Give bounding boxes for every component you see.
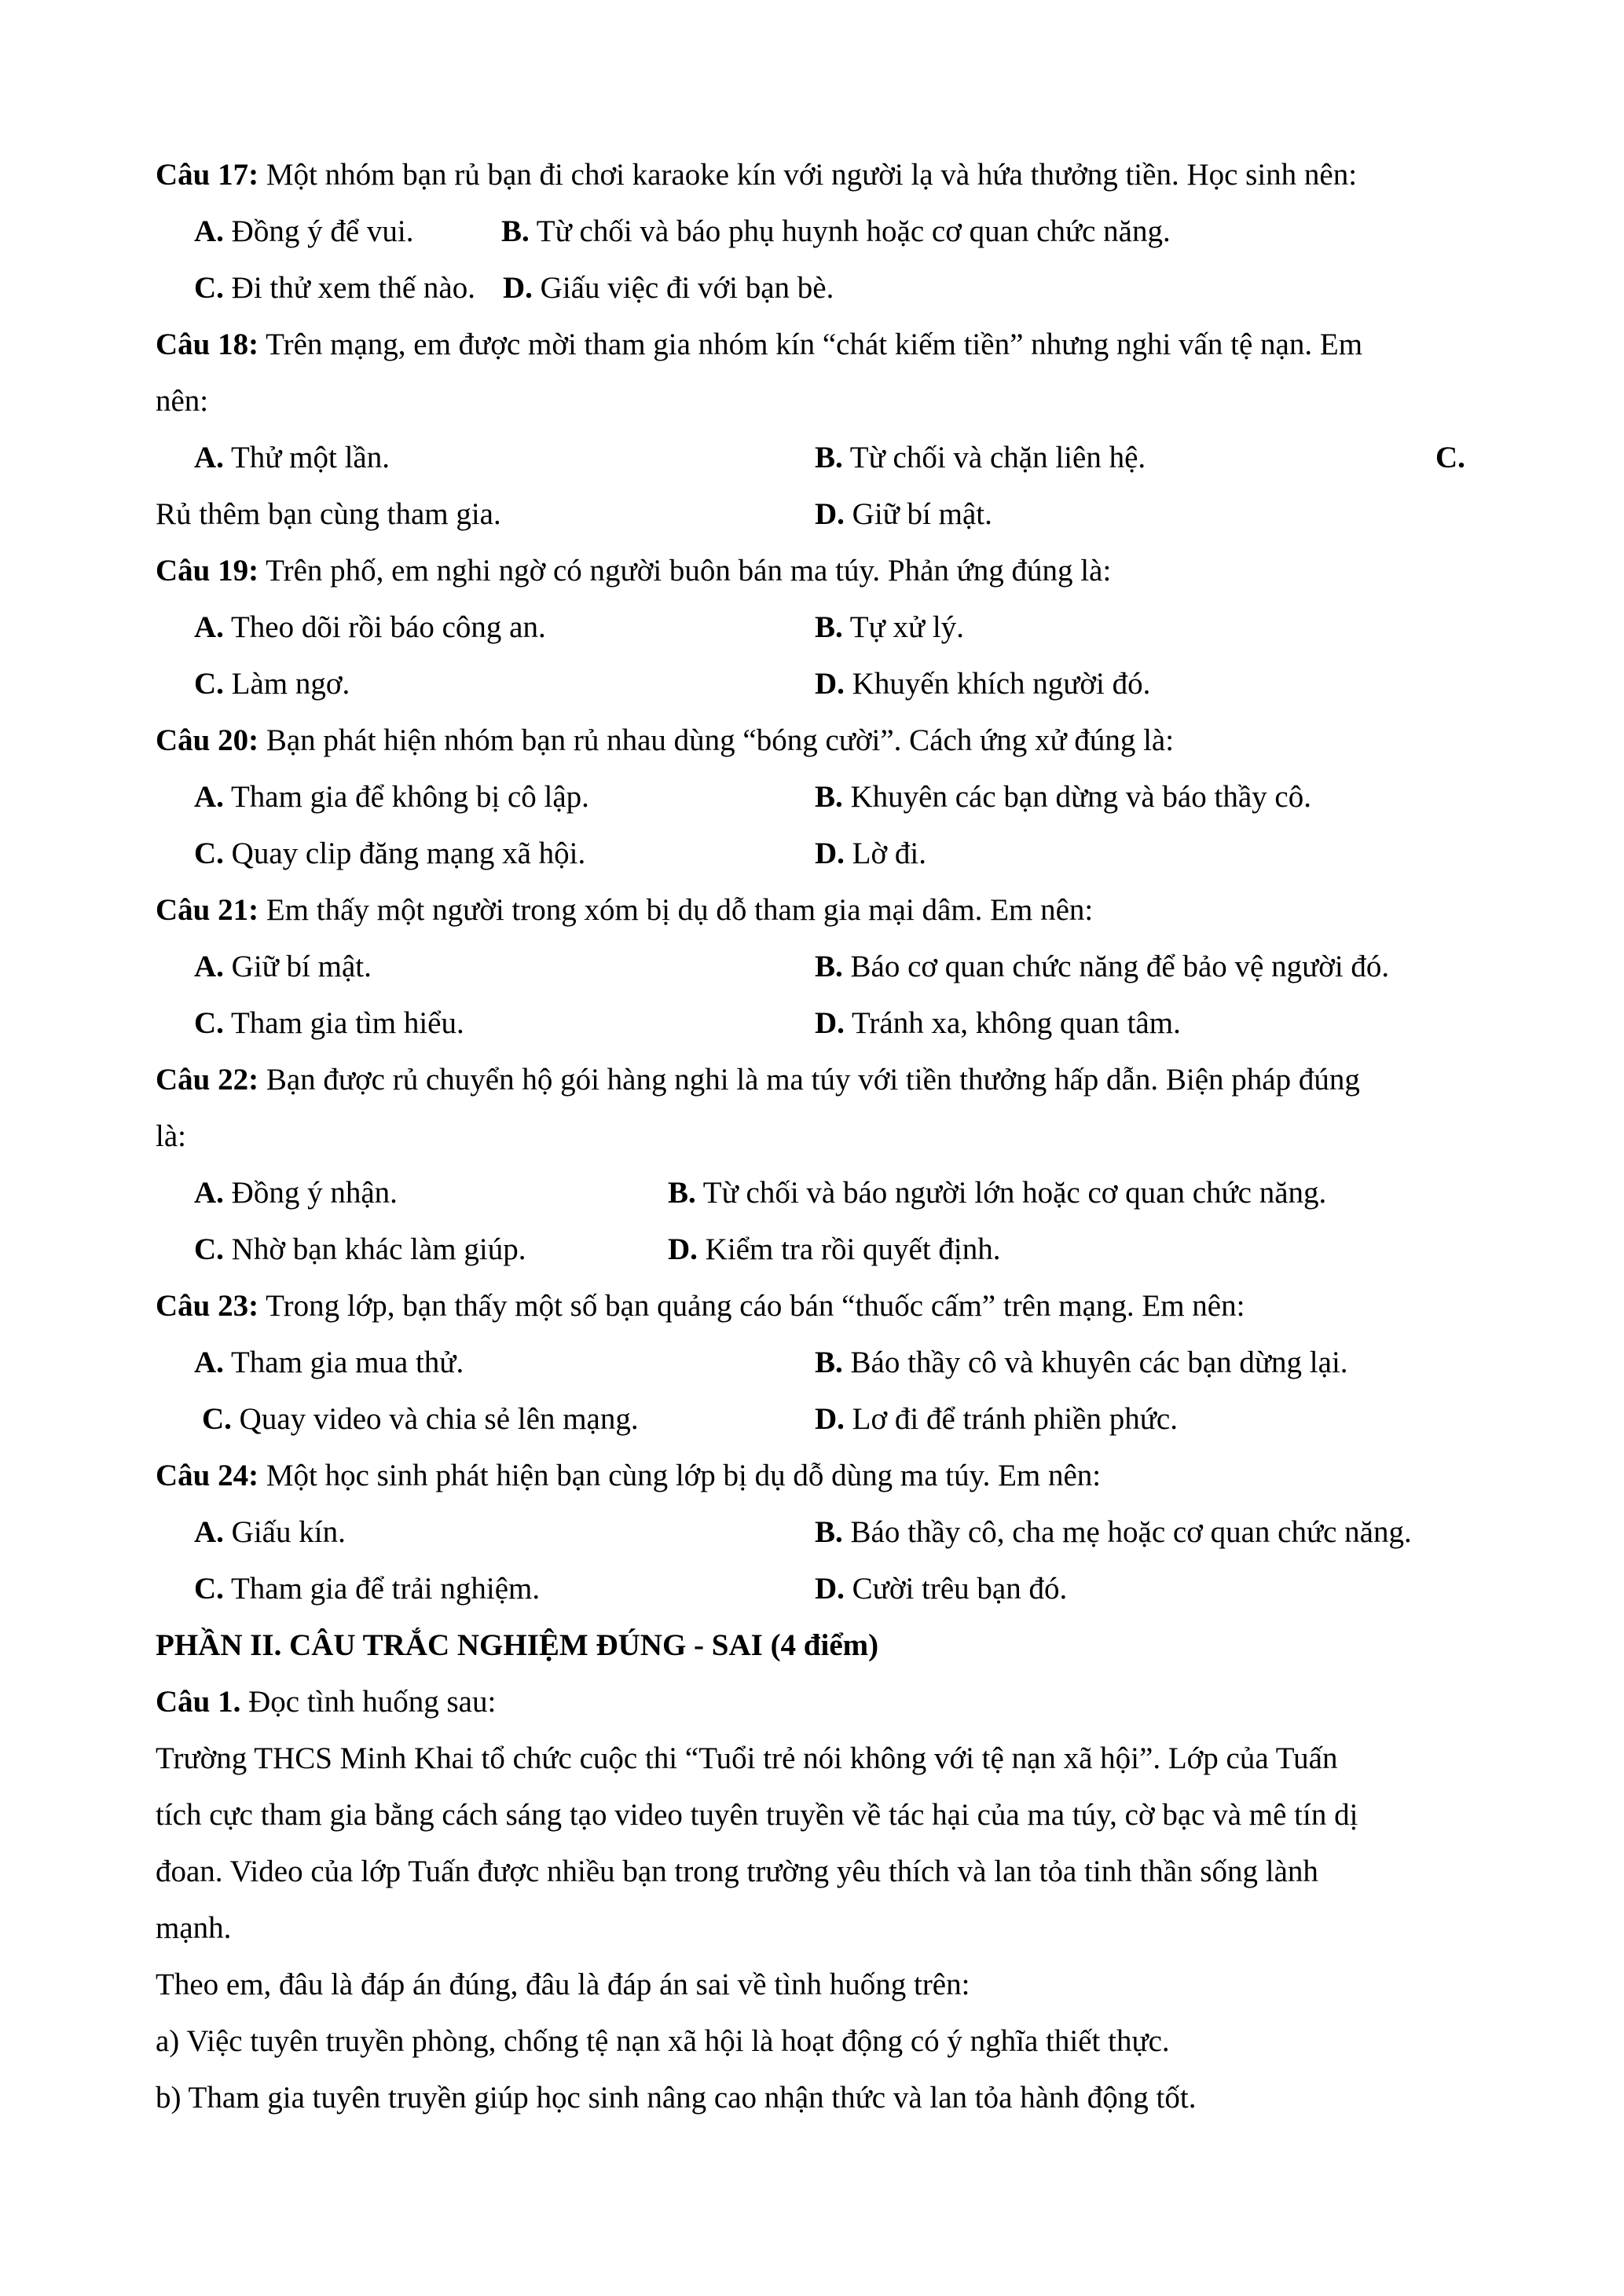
question-text: Trên phố, em nghi ngờ có người buôn bán ma túy. Phản ứng đúng là:	[258, 554, 1112, 588]
option-a: A. Tham gia để không bị cô lập.	[194, 780, 589, 814]
statement-a: a) Việc tuyên truyền phòng, chống tệ nạn xã hội là hoạt động có ý nghĩa thiết thực.	[156, 2024, 1170, 2058]
option-d: D. Khuyến khích người đó.	[815, 667, 1151, 701]
scenario-line-1: Trường THCS Minh Khai tổ chức cuộc thi “Tuổi trẻ nói không với tệ nạn xã hội”. Lớp của Tuấn	[156, 1741, 1338, 1775]
question-label: Câu 24:	[156, 1459, 259, 1492]
question-label: Câu 21:	[156, 893, 259, 927]
option-a: A. Thử một lần.	[194, 441, 390, 474]
question-label: Câu 23:	[156, 1289, 259, 1323]
option-b: B. Báo thầy cô và khuyên các bạn dừng lại.	[815, 1346, 1348, 1379]
question-text-continued: nên:	[156, 384, 209, 418]
option-a: A. Giữ bí mật.	[194, 950, 372, 983]
option-a: A. Giấu kín.	[194, 1515, 346, 1549]
option-c-label: C.	[1435, 441, 1465, 474]
question-20	[156, 725, 1174, 756]
question-21	[156, 895, 1093, 925]
question-label: Câu 19:	[156, 554, 259, 588]
question-text: Đọc tình huống sau:	[240, 1685, 497, 1719]
option-c-text: Rủ thêm bạn cùng tham gia.	[156, 497, 501, 531]
question-17	[156, 159, 1357, 190]
prompt: Theo em, đâu là đáp án đúng, đâu là đáp án sai về tình huống trên:	[156, 1968, 970, 2001]
scenario-line-3: đoan. Video của lớp Tuấn được nhiều bạn trong trường yêu thích và lan tỏa tinh thần sống lành	[156, 1855, 1318, 1888]
option-a: A. Đồng ý để vui.	[194, 214, 414, 248]
option-d: D. Kiểm tra rồi quyết định.	[668, 1232, 1001, 1266]
question-22	[156, 1064, 1360, 1095]
option-b: B. Từ chối và báo phụ huynh hoặc cơ quan chức năng.	[501, 214, 1171, 248]
question-text: Trên mạng, em được mời tham gia nhóm kín “chát kiếm tiền” nhưng nghi vấn tệ nạn. Em	[258, 328, 1363, 361]
question-text: Một học sinh phát hiện bạn cùng lớp bị dụ dỗ dùng ma túy. Em nên:	[258, 1459, 1102, 1492]
question-18	[156, 329, 1362, 360]
scenario-line-2: tích cực tham gia bằng cách sáng tạo video tuyên truyền về tác hại của ma túy, cờ bạc và mê tín dị	[156, 1798, 1358, 1832]
question-text: Bạn được rủ chuyển hộ gói hàng nghi là ma túy với tiền thưởng hấp dẫn. Biện pháp đúng	[258, 1063, 1360, 1097]
question-label: Câu 20:	[156, 723, 259, 757]
option-d: D. Giấu việc đi với bạn bè.	[503, 271, 834, 305]
question-23	[156, 1291, 1245, 1321]
option-c: C. Tham gia tìm hiểu.	[194, 1006, 464, 1040]
option-b: B. Tự xử lý.	[815, 610, 964, 644]
option-b: B. Khuyên các bạn dừng và báo thầy cô.	[815, 780, 1311, 814]
option-c: C. Đi thử xem thế nào.	[194, 271, 475, 305]
option-d: D. Lơ đi để tránh phiền phức.	[815, 1402, 1178, 1436]
option-c: C. Tham gia để trải nghiệm.	[194, 1572, 541, 1606]
question-19	[156, 555, 1111, 586]
option-c: C. Quay video và chia sẻ lên mạng.	[202, 1402, 639, 1436]
option-d: D. Lờ đi.	[815, 837, 926, 870]
statement-b: b) Tham gia tuyên truyền giúp học sinh nâng cao nhận thức và lan tỏa hành động tốt.	[156, 2081, 1197, 2115]
option-c: C. Làm ngơ.	[194, 667, 350, 701]
option-a: A. Tham gia mua thử.	[194, 1346, 464, 1379]
option-d: D. Cười trêu bạn đó.	[815, 1572, 1068, 1606]
option-d: D. Giữ bí mật.	[815, 497, 992, 531]
section-heading: PHẦN II. CÂU TRẮC NGHIỆM ĐÚNG - SAI (4 điểm)	[156, 1628, 879, 1662]
question-label: Câu 22:	[156, 1063, 259, 1097]
question-text: Trong lớp, bạn thấy một số bạn quảng cáo bán “thuốc cấm” trên mạng. Em nên:	[258, 1289, 1245, 1323]
option-b: B. Báo thầy cô, cha mẹ hoặc cơ quan chức năng.	[815, 1515, 1412, 1549]
option-d: D. Tránh xa, không quan tâm.	[815, 1006, 1181, 1040]
question-text: Một nhóm bạn rủ bạn đi chơi karaoke kín với người lạ và hứa thưởng tiền. Học sinh nên:	[258, 158, 1358, 192]
question-1	[156, 1686, 496, 1717]
option-a: A. Theo dõi rồi báo công an.	[194, 610, 546, 644]
option-b: B. Từ chối và chặn liên hệ.	[815, 441, 1146, 474]
option-c: C. Nhờ bạn khác làm giúp.	[194, 1232, 526, 1266]
scenario-line-4: mạnh.	[156, 1911, 232, 1945]
question-label: Câu 1.	[156, 1685, 241, 1719]
option-c: C. Quay clip đăng mạng xã hội.	[194, 837, 586, 870]
question-text: Em thấy một người trong xóm bị dụ dỗ tham gia mại dâm. Em nên:	[258, 893, 1094, 927]
option-b: B. Báo cơ quan chức năng để bảo vệ người đó.	[815, 950, 1390, 983]
option-b: B. Từ chối và báo người lớn hoặc cơ quan chức năng.	[668, 1176, 1327, 1210]
question-label: Câu 18:	[156, 328, 259, 361]
question-text-continued: là:	[156, 1119, 186, 1153]
option-a: A. Đồng ý nhận.	[194, 1176, 398, 1210]
question-24	[156, 1460, 1101, 1491]
question-text: Bạn phát hiện nhóm bạn rủ nhau dùng “bóng cười”. Cách ứng xử đúng là:	[258, 723, 1175, 757]
question-label: Câu 17:	[156, 158, 259, 192]
